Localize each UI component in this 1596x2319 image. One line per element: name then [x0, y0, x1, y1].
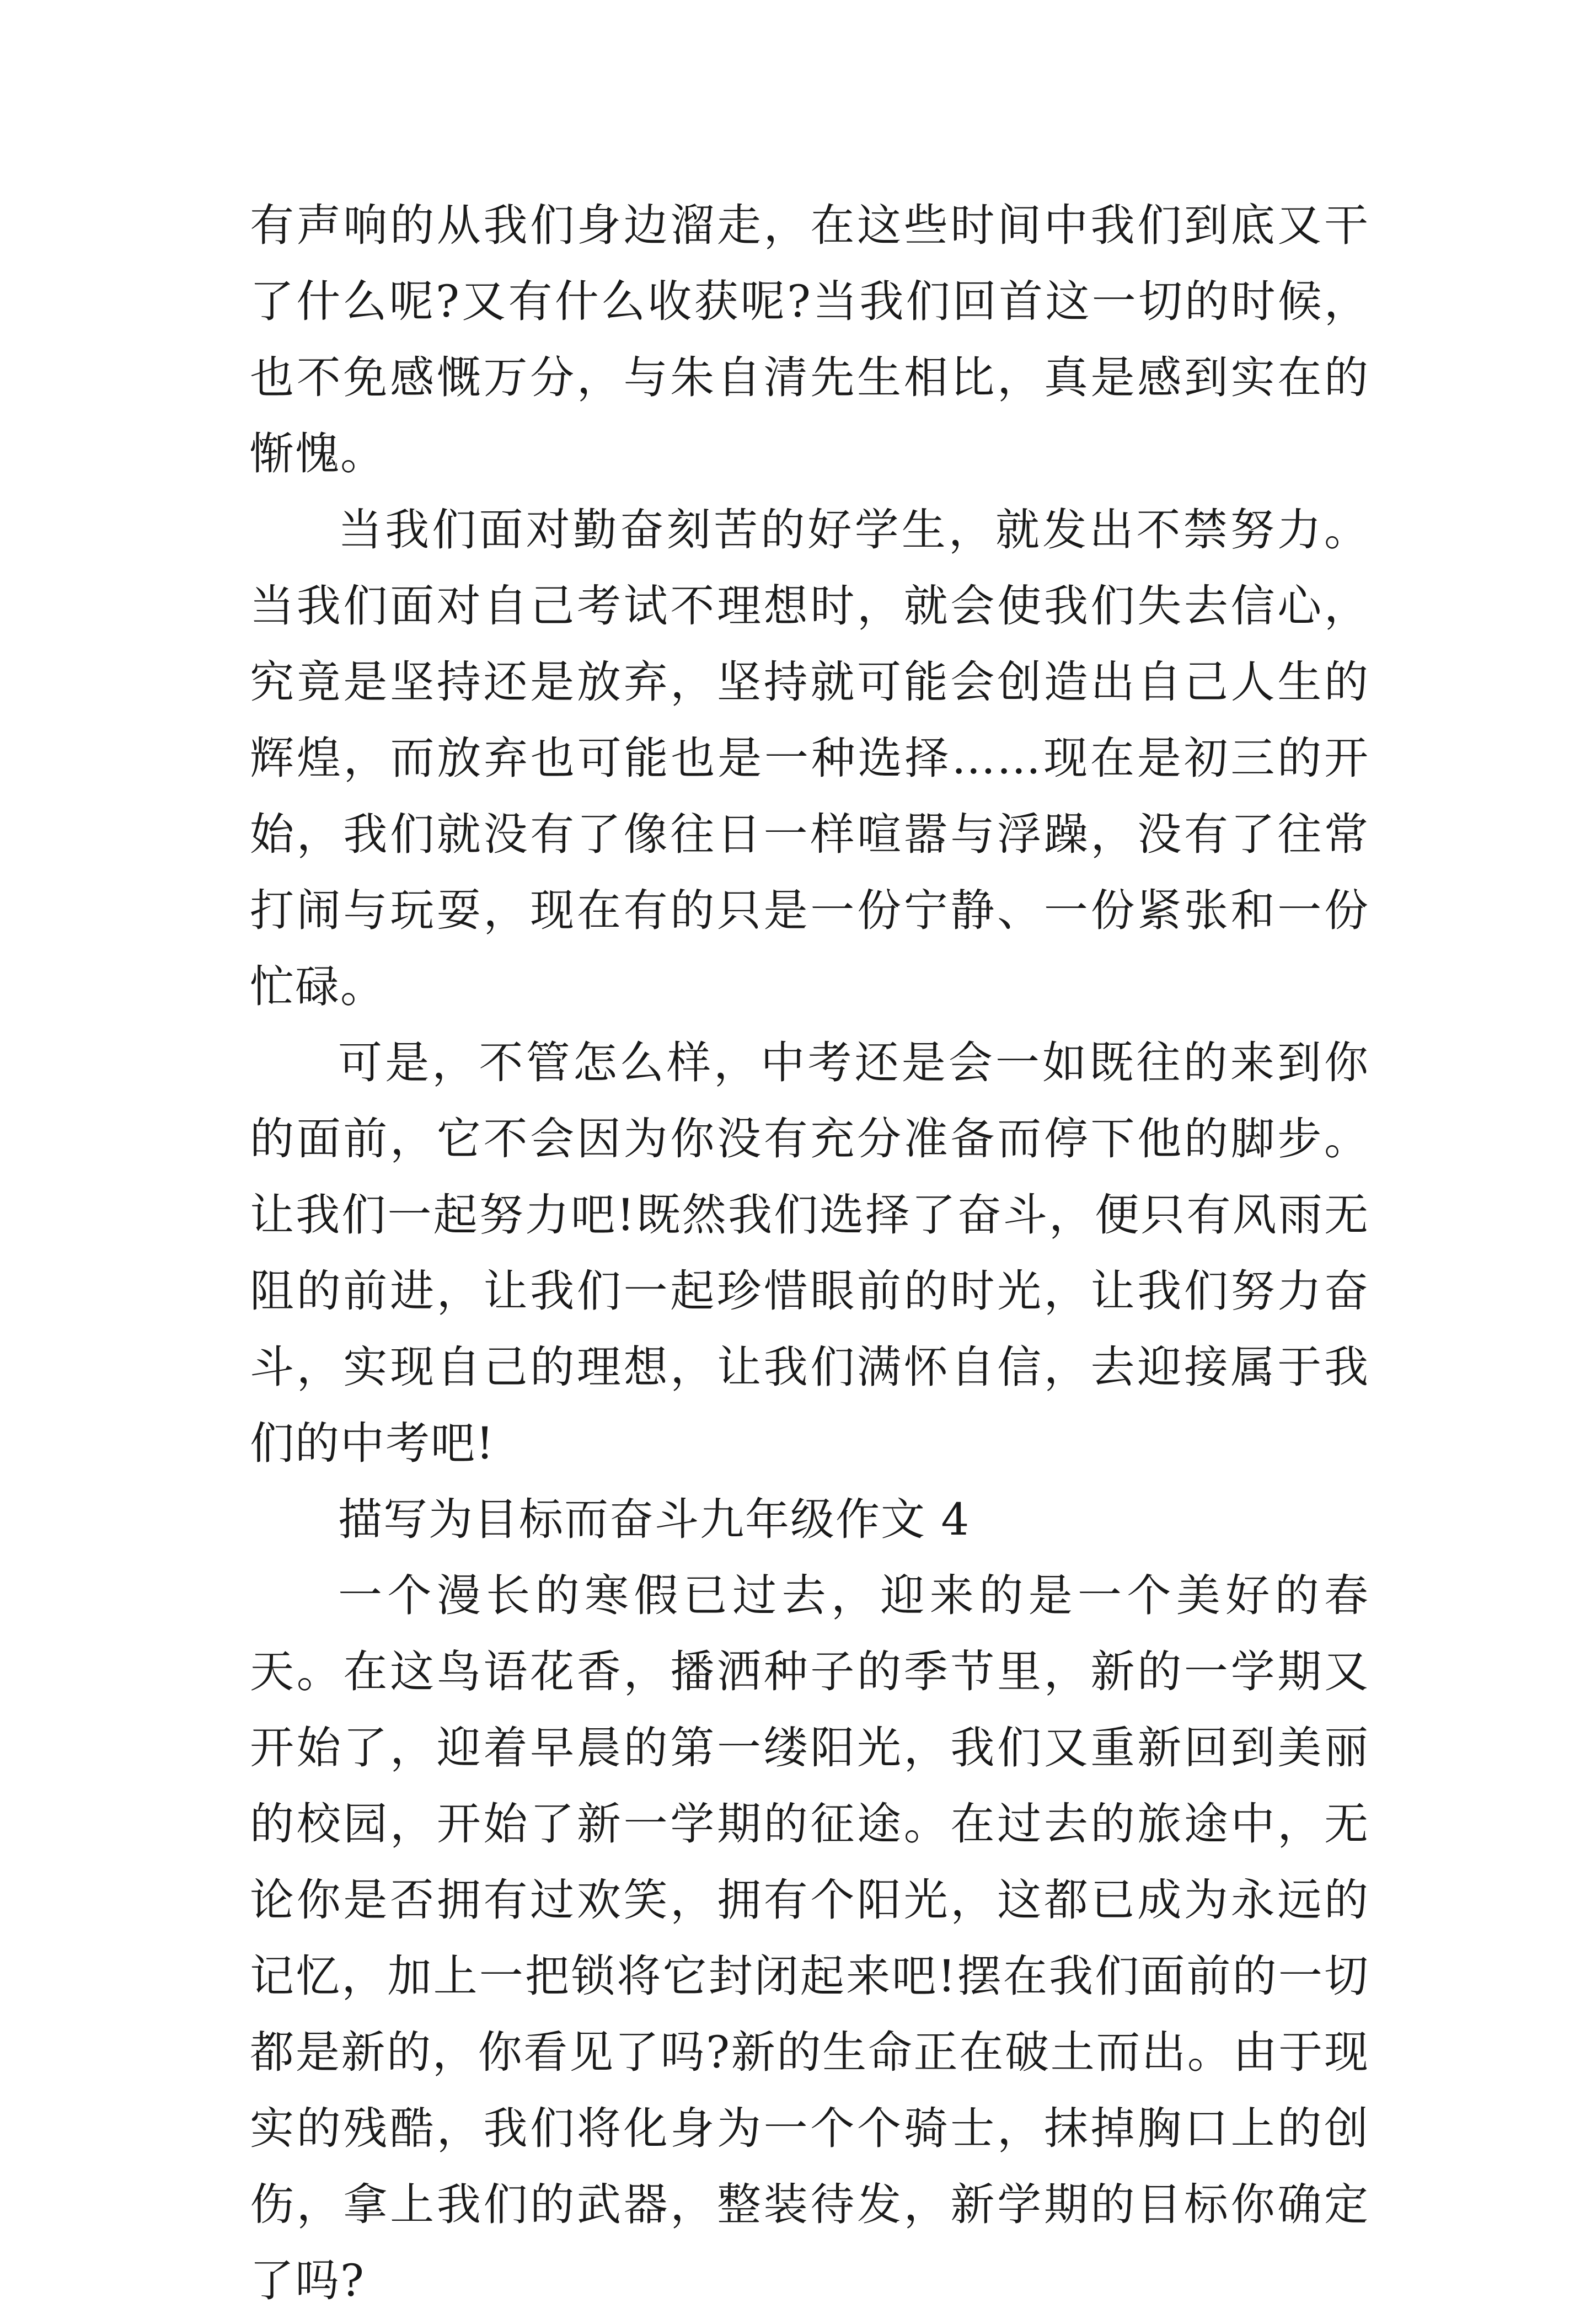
- paragraph-continuation: 有声响的从我们身边溜走，在这些时间中我们到底又干了什么呢?又有什么收获呢?当我们回首这一切的时候，也不免感慨万分，与朱自清先生相比，真是感到实在的惭愧。: [250, 200, 1369, 479]
- paragraph-facing-challenges: 当我们面对勤奋刻苦的好学生，就发出不禁努力。当我们面对自己考试不理想时，就会使我们失去信心，究竟是坚持还是放弃，坚持就可能会创造出自己人生的辉煌，而放弃也可能也是一种选择……现在是初三的开始，我们就没有了像往日一样喧嚣与浮躁，没有了往常打闹与玩耍，现在有的只是一份宁静、一份紧张和一份忙碌。: [250, 504, 1369, 1012]
- section-title: 描写为目标而奋斗九年级作文 4: [338, 1494, 971, 1545]
- paragraph-new-semester: 一个漫长的寒假已过去，迎来的是一个美好的春天。在这鸟语花香，播洒种子的季节里，新的一学期又开始了，迎着早晨的第一缕阳光，我们又重新回到美丽的校园，开始了新一学期的征途。在过去的旅途中，无论你是否拥有过欢笑，拥有个阳光，这都已成为永远的记忆，加上一把锁将它封闭起来吧!摆在我们面前的一切都是新的，你看见了吗?新的生命正在破土而出。由于现实的残酷，我们将化身为一个个骑士，抹掉胸口上的创伤，拿上我们的武器，整装待发，新学期的目标你确定了吗?: [250, 1570, 1369, 2306]
- essay-body: [250, 188, 1369, 2319]
- paragraph-exam-encouragement: 可是，不管怎么样，中考还是会一如既往的来到你的面前，它不会因为你没有充分准备而停下他的脚步。让我们一起努力吧!既然我们选择了奋斗，便只有风雨无阻的前进，让我们一起珍惜眼前的时光，让我们努力奋斗，实现自己的理想，让我们满怀自信，去迎接属于我们的中考吧!: [250, 1037, 1369, 1469]
